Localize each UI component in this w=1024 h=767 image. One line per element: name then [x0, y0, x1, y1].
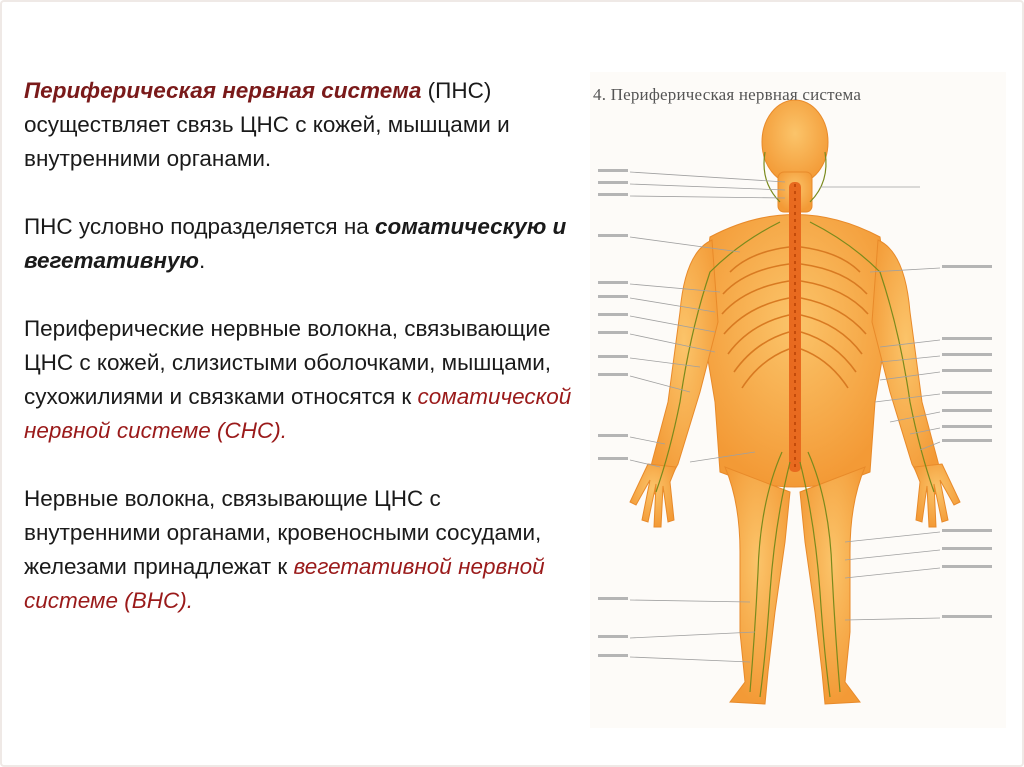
- division-term: соматическую и вегетативную: [24, 214, 567, 273]
- pns-definition-text: (ПНС) осуществляет связь ЦНС с кожей, мышцами и внутренними органами.: [24, 78, 510, 171]
- somatic-text: Периферические нервные волокна, связывающие ЦНС с кожей, слизистыми оболочками, мышцами, сухожилиями и связками относятся к: [24, 316, 552, 409]
- paragraph-pns-division: [24, 210, 574, 278]
- autonomic-text: Нервные волокна, связывающие ЦНС с внутренними органами, кровеносными сосудами, железами принадлежат к: [24, 486, 542, 579]
- term-somatic: соматической нервной системе (СНС).: [24, 384, 572, 443]
- term-autonomic: вегетативной нервной системе (ВНС).: [24, 554, 545, 613]
- text-column: [24, 74, 574, 652]
- division-text-end: .: [198, 248, 206, 273]
- spinal-column: [789, 182, 801, 472]
- body-illustration: [590, 72, 1006, 728]
- division-text-start: ПНС условно подразделяется на: [24, 214, 376, 239]
- term-pns: Периферическая нервная система: [24, 78, 422, 103]
- nervous-system-figure: [590, 72, 1006, 728]
- paragraph-somatic: [24, 312, 574, 448]
- figure-title: 4. Периферическая нервная система: [593, 85, 862, 104]
- paragraph-autonomic: [24, 482, 574, 618]
- paragraph-pns-definition: [24, 74, 574, 176]
